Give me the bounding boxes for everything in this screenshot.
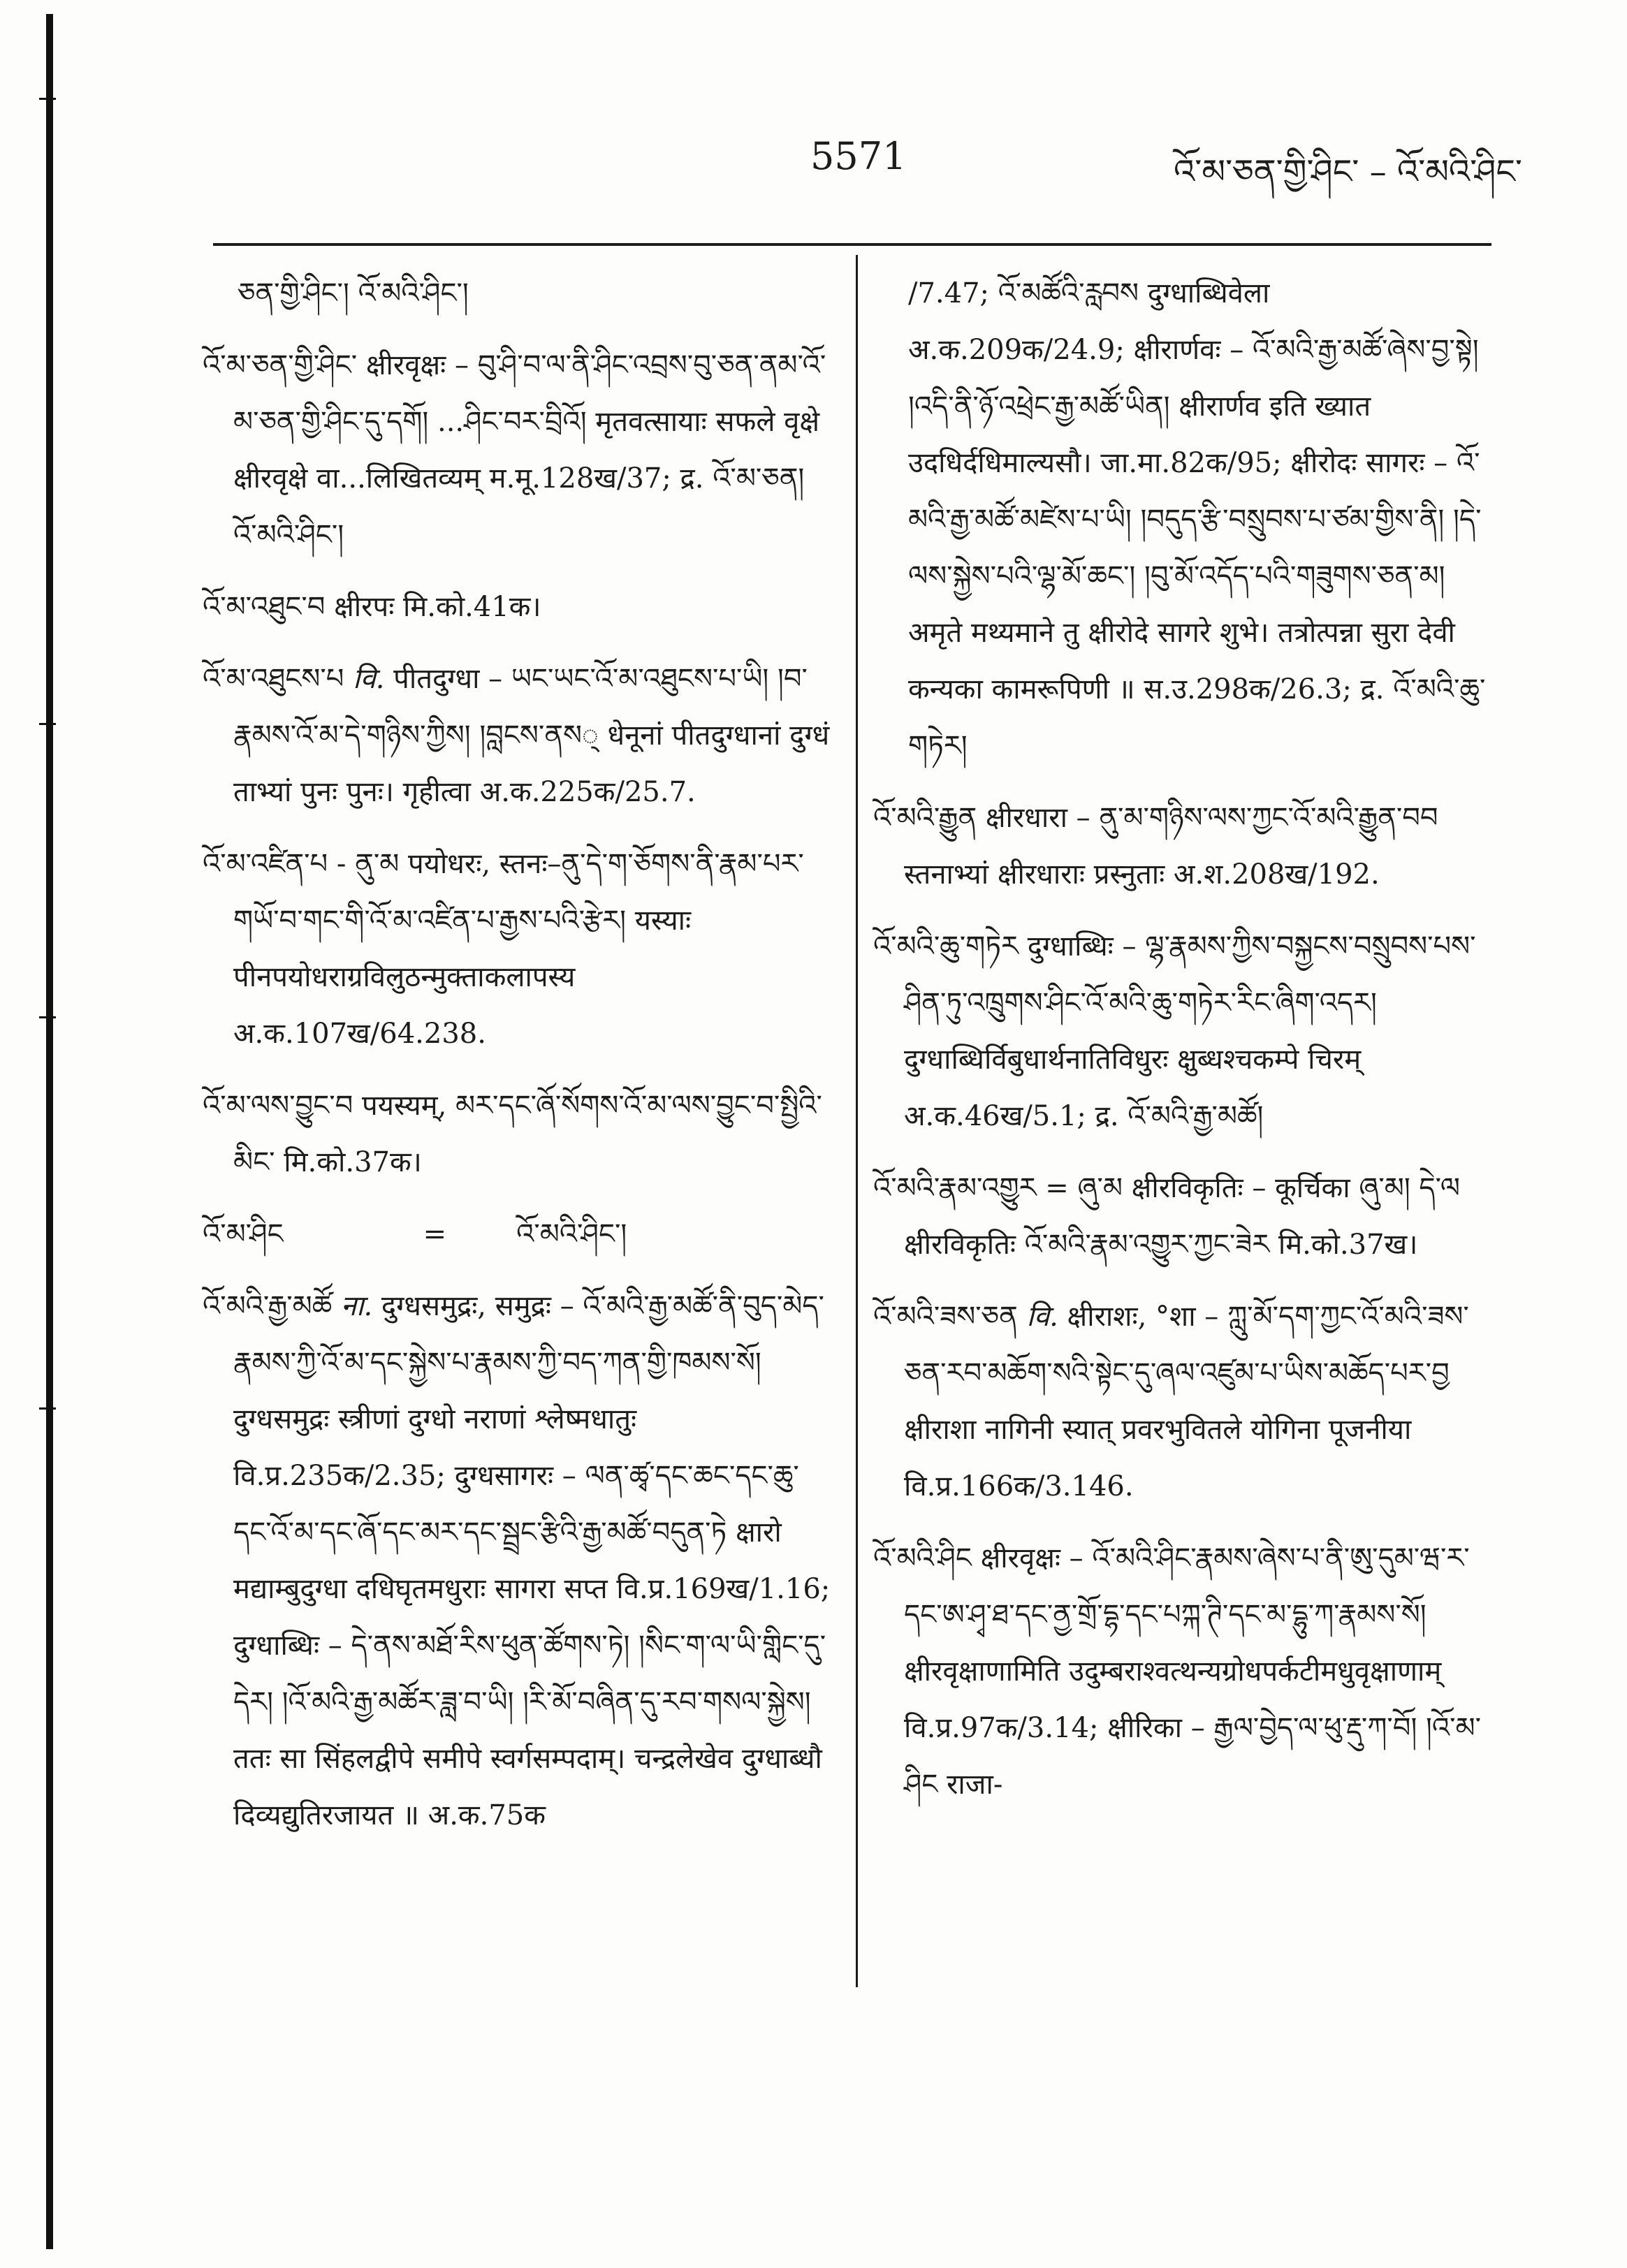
entry-headword: འོ་མའི་ཤིང: [873, 1542, 972, 1574]
page-number: 5571: [810, 134, 907, 178]
entry-headword: འོ་མའི་རྒྱ་མཚོ: [203, 1290, 333, 1322]
dictionary-entry: [873, 919, 1488, 1145]
entry-headword: འོ་མ་འཛིན་པ: [203, 848, 328, 880]
dictionary-entry: [873, 1530, 1488, 1813]
binding-mark: [39, 723, 56, 725]
entry-cross-reference: འོ་མའི་ཤིང་།: [516, 1218, 627, 1250]
entry-headword: འོ་མ་འཐུང་བ: [203, 591, 326, 623]
binding-mark: [39, 98, 56, 100]
dictionary-entry: [203, 1206, 831, 1263]
dictionary-entry: [873, 1160, 1488, 1273]
page-header: [0, 119, 1627, 196]
equals-sign: =: [423, 1218, 447, 1250]
entry-text: पीतदुग्धा – ཡང་ཡང་འོ་མ་འཐུངས་པ་ཡི། །བ་རྣམས་འོ་མ་དེ་གཉིས་ཀྱིས། །བླངས་ནས् धेनूनां पीतदुग्धानां दुग्धं ताभ्यां पुनः पुनः। गृहीत्वा अ.क.225क/25.7.: [233, 663, 830, 808]
dictionary-entry: [203, 836, 831, 1062]
entry-headword: འོ་མ་ཅན་གྱི་ཤིང་: [203, 349, 358, 381]
column-divider: [856, 255, 858, 1987]
binding-mark: [39, 1407, 56, 1410]
entry-text: क्षीरवृक्षः – བུ་ཤི་བ་ལ་ནི་ཤིང་འབྲས་བུ་ཅན་ནམ་འོ་མ་ཅན་གྱི་ཤིང་དུ་དགོ། ...ཤིང་བར་བྲིའོ། मृतवत्सायाः सफले वृक्षे क्षीरवृक्षे वा...लिखितव्यम् म.मू.128ख/37; द्र. འོ་མ་ཅན། འོ་མའི་ཤིང་།: [233, 349, 826, 551]
entry-headword: འོ་མ་ལས་བྱུང་བ: [203, 1090, 353, 1122]
dictionary-entry: [203, 1078, 831, 1191]
dictionary-entry: [203, 651, 831, 821]
entry-text: - ནུ་མ पयोधरः, स्तनः–ནུ་དེ་ག་ཅོགས་ནི་རྣམ་པར་གཡོ་བ་གང་གི་འོ་མ་འཛིན་པ་རྒྱས་པའི་རྩེར། यस्याः पीनपयोधराग्रविलुठन्मुक्ताकलापस्य अ.क.107ख/64.238.: [233, 848, 804, 1050]
entry-abbreviation: ना.: [340, 1290, 373, 1322]
entry-headword: འོ་མའི་རྒྱུན: [873, 802, 977, 834]
entry-text: क्षीरपः मि.को.41क।: [334, 591, 541, 623]
entry-headword: འོ་མའི་ཟས་ཅན: [873, 1301, 1018, 1333]
entry-text: क्षीरधारा – ནུ་མ་གཉིས་ལས་ཀྱང་འོ་མའི་རྒྱུན་བབ स्तनाभ्यां क्षीरधाराः प्रस्नुताः अ.श.208ख/192.: [904, 802, 1438, 891]
entry-text: /7.47; འོ་མཚོའི་རླབས दुग्धाब्धिवेला अ.क.209क/24.9; क्षीरार्णवः – འོ་མའི་རྒྱ་མཚོ་ཞེས་བྱ་སྟེ། །འདི་ནི་ཉོ་འཕྲེང་རྒྱ་མཚོ་ཡིན། क्षीरार्णव इति ख्यात उदधिर्दधिमाल्यसौ। जा.मा.82क/95; क्षीरोदः सागरः – འོ་མའི་རྒྱ་མཚོ་མཛེས་པ་ཡི། །བདུད་རྩི་བསྲུབས་པ་ཙམ་གྱིས་ནི། །དེ་ལས་སྐྱེས་པའི་ལྷ་མོ་ཆང་། །བུ་མོ་འདོད་པའི་གཟུགས་ཅན་མ། अमृते मथ्यमाने तु क्षीरोदे सागरे शुभे। तत्रोत्पन्ना सुरा देवी कन्यका कामरूपिणी ॥ स.उ.298क/26.3; द्र. འོ་མའི་ཆུ་གཏེར།: [908, 277, 1486, 762]
entry-text: दुग्धसमुद्रः, समुद्रः – འོ་མའི་རྒྱ་མཚོ་ནི་བུད་མེད་རྣམས་ཀྱི་འོ་མ་དང་སྐྱེས་པ་རྣམས་ཀྱི་བད་ཀན་གྱི་ཁམས་སོ། दुग्धसमुद्रः स्त्रीणां दुग्धो नराणां श्लेष्मधातुः वि.प्र.235क/2.35; दुग्धसागरः – ལན་ཚྭ་དང་ཆང་དང་ཆུ་དང་འོ་མ་དང་ཞོ་དང་མར་དང་སྦྲང་རྩིའི་རྒྱ་མཚོ་བདུན་ཏེ क्षारो मद्याम्बुदुग्धा दधिघृतमधुराः सागरा सप्त वि.प्र.169ख/1.16; दुग्धाब्धिः – དེ་ནས་མཐོ་རིས་ཕུན་ཚོགས་ཏེ། །སིང་ག་ལ་ཡི་གླིང་དུ་དེར། །འོ་མའི་རྒྱ་མཚོར་ཟླ་བ་ཡི། །རི་མོ་བཞིན་དུ་རབ་གསལ་སྐྱེས། ततः सा सिंहलद्वीपे समीपे स्वर्गसम्पदाम्। चन्द्रलेखेव दुग्धाब्धौ दिव्यद्युतिरजायत ॥ अ.क.75क: [233, 1290, 831, 1831]
entry-headword: འོ་མ་འཐུངས་པ: [203, 663, 344, 695]
entry-headword: འོ་མའི་ཆུ་གཏེར: [873, 930, 1019, 963]
entry-abbreviation: वि.: [1026, 1301, 1058, 1333]
binding-spine: [46, 14, 53, 2249]
entry-continuation: [873, 265, 1488, 775]
entry-headword: འོ་མའི་རྣམ་འགྱུར: [873, 1172, 1037, 1204]
left-column: [203, 265, 831, 1859]
entry-continuation: [203, 265, 831, 322]
entry-text: क्षीराशः, °शा – ཀླུ་མོ་དག་ཀྱང་འོ་མའི་ཟས་ཅན་རབ་མཆོག་སའི་སྟེང་དུ་ཞལ་འཛུམ་པ་ཡིས་མཆོད་པར་བྱ क्षीराशा नागिनी स्यात् प्रवरभुवितले योगिना पूजनीया वि.प्र.166क/3.146.: [904, 1301, 1469, 1502]
binding-mark: [39, 1016, 56, 1018]
entry-headword: འོ་མ་ཤིང: [203, 1218, 284, 1250]
dictionary-entry: [203, 1278, 831, 1844]
running-head: འོ་མ་ཅན་གྱི་ཤིང་ – འོ་མའི་ཤིང་: [1174, 152, 1522, 191]
dictionary-entry: [873, 1289, 1488, 1515]
entry-abbreviation: वि.: [353, 663, 385, 695]
dictionary-entry: [203, 337, 831, 564]
entry-text: क्षीरवृक्षः – འོ་མའི་ཤིང་རྣམས་ཞེས་པ་ནི་ཨུ་དུམ་ཝ་ར་དང་ཨ་ཤྭ་ཐ་དང་ནྱ་གྲོ་དྷ་དང་པཀྐ་ཊི་དང་མ་དྷུ་ཀ་རྣམས་སོ། क्षीरवृक्षाणामिति उदुम्बराश्वत्थन्यग्रोधपर्कटीमधुवृक्षाणाम् वि.प्र.97क/3.14; क्षीरिका – རྒྱལ་བྱེད་ལ་ཕུ་རྡུ་ཀ་བོ། །འོ་མ་ཤིང राजा-: [904, 1542, 1482, 1801]
header-rule: [213, 243, 1491, 246]
right-column: [873, 265, 1488, 1829]
dictionary-entry: [203, 579, 831, 636]
dictionary-entry: [873, 790, 1488, 903]
entry-text: = ཞུ་མ क्षीरविकृतिः – कूर्चिका ཞུ་མ། དེ་ལ क्षीरविकृतिः འོ་མའི་རྣམ་འགྱུར་ཀྱང་ཟེར मि.को.37ख।: [904, 1172, 1461, 1261]
entry-text: ཅན་གྱི་ཤིང་། འོ་མའི་ཤིང་།: [238, 277, 469, 309]
entry-text: पयस्यम्, མར་དང་ཞོ་སོགས་འོ་མ་ལས་བྱུང་བ་སྤྱིའི་མིང་ मि.को.37क।: [233, 1090, 822, 1178]
entry-text: दुग्धाब्धिः – ལྷ་རྣམས་ཀྱིས་བསྐྱངས་བསྲུབས་པས་ཤིན་ཏུ་འཁྲུགས་ཤིང་འོ་མའི་ཆུ་གཏེར་རིང་ཞིག་འདར། दुग्धाब्धिर्विबुधार्थनातिविधुरः क्षुब्धश्चकम्पे चिरम् अ.क.46ख/5.1; द्र. འོ་མའི་རྒྱ་མཚོ།: [904, 930, 1476, 1132]
